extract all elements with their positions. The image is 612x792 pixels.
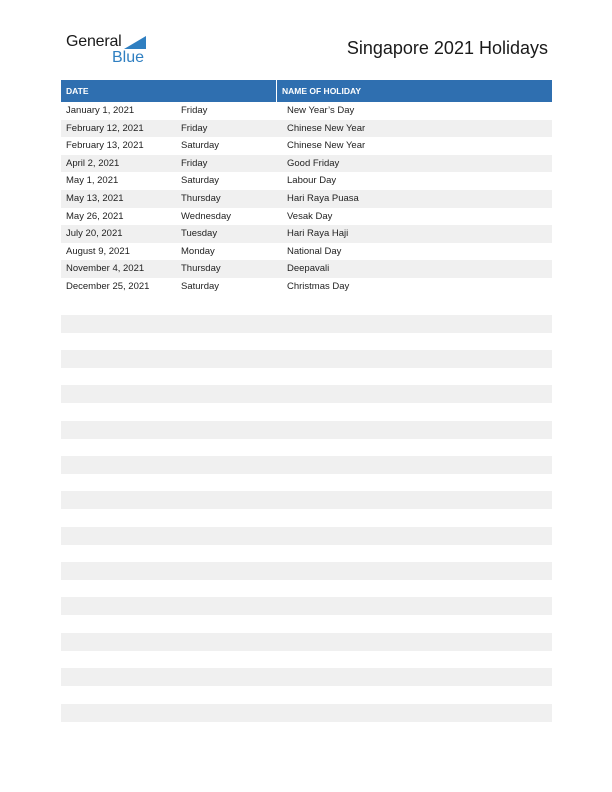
holiday-date: February 12, 2021 [66,122,144,134]
holiday-name: New Year’s Day [287,105,355,116]
holiday-name: Chinese New Year [287,122,366,134]
empty-row-stripe [61,704,552,722]
holiday-date: August 9, 2021 [66,245,130,257]
empty-row-stripe [61,633,552,651]
holiday-date: April 2, 2021 [66,157,120,169]
table-row [61,225,552,243]
holiday-date: May 26, 2021 [66,210,124,222]
holiday-name: Good Friday [287,157,340,169]
empty-row-stripe [61,491,552,509]
logo-triangle-icon [124,36,146,49]
table-row [61,155,552,173]
table-row [61,120,552,138]
holiday-date: May 1, 2021 [66,175,119,187]
empty-row-stripe [61,385,552,403]
table-row [61,208,552,226]
holiday-weekday: Tuesday [181,228,218,240]
holiday-date: January 1, 2021 [66,105,135,116]
holiday-date: December 25, 2021 [66,280,150,292]
holiday-table [61,80,552,296]
holiday-weekday: Friday [181,122,208,134]
table-row [61,172,552,190]
table-row [61,102,552,120]
table-row [61,137,552,155]
generalblue-logo [66,33,156,69]
empty-row-stripe [61,350,552,368]
holiday-date: February 13, 2021 [66,140,144,152]
table-row [61,190,552,208]
holiday-date: May 13, 2021 [66,192,124,204]
holiday-weekday: Monday [181,245,215,257]
holiday-name: Labour Day [287,175,337,187]
empty-row-stripe [61,562,552,580]
header-date: DATE [61,80,277,102]
table-row [61,260,552,278]
table-row [61,278,552,296]
header-holiday-name: NAME OF HOLIDAY [282,86,362,96]
logo-word-blue: Blue [112,49,145,66]
holiday-name: Hari Raya Puasa [287,192,359,204]
table-row [61,243,552,261]
holiday-name: Chinese New Year [287,140,366,152]
empty-row-stripe [61,668,552,686]
empty-row-stripe [61,527,552,545]
holiday-weekday: Friday [181,157,208,169]
holiday-name: Vesak Day [287,210,333,222]
holiday-name: Christmas Day [287,280,350,292]
holiday-weekday: Saturday [181,280,220,292]
empty-row-stripe [61,421,552,439]
holiday-weekday: Saturday [181,140,220,152]
holiday-name: National Day [287,245,342,257]
table-header [61,80,552,102]
holiday-date: July 20, 2021 [66,228,123,240]
page-title: Singapore 2021 Holidays [346,38,548,58]
logo-word-general: General [66,33,122,50]
holiday-weekday: Thursday [181,263,221,275]
holiday-name: Hari Raya Haji [287,228,349,240]
empty-row-stripe [61,456,552,474]
holiday-weekday: Saturday [181,175,220,187]
holiday-weekday: Thursday [181,192,221,204]
empty-row-stripe [61,315,552,333]
holiday-weekday: Friday [181,105,208,116]
empty-row-stripe [61,597,552,615]
holiday-date: November 4, 2021 [66,263,145,275]
holiday-weekday: Wednesday [181,210,231,222]
holiday-name: Deepavali [287,263,330,275]
